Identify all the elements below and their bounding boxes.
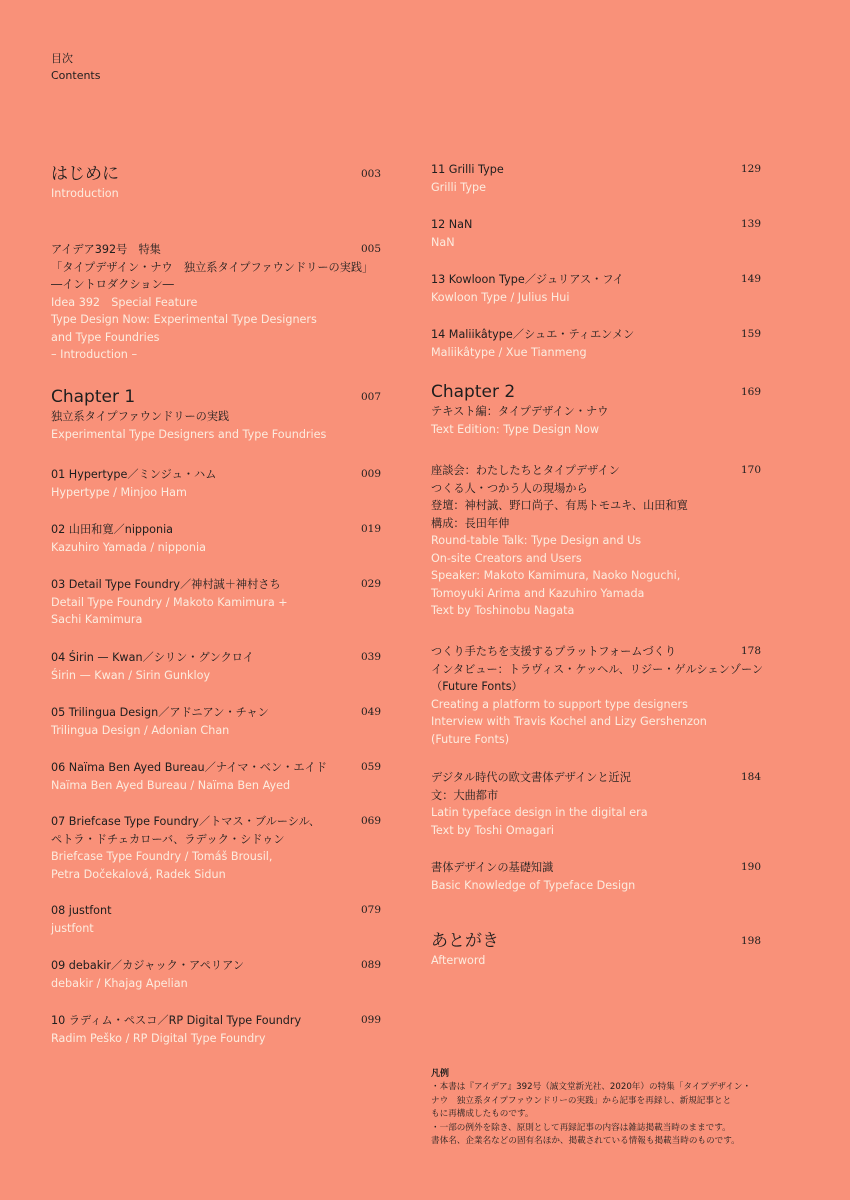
- toc-entry[interactable]: [51, 466, 381, 501]
- toc-title-en: (Future Fonts): [431, 732, 510, 746]
- toc-title-en: Naïma Ben Ayed Bureau / Naïma Ben Ayed: [51, 778, 291, 792]
- toc-entry[interactable]: [431, 930, 761, 970]
- toc-title-jp: 「タイプデザイン・ナウ 独立系タイプファウンドリーの実践」: [51, 260, 374, 274]
- toc-entry[interactable]: [431, 859, 761, 894]
- toc-title-en: Trilingua Design / Adonian Chan: [51, 723, 230, 737]
- toc-title-jp: 01 Hypertype／ミンジュ・ハム: [51, 468, 217, 481]
- header-title-en: Contents: [51, 69, 101, 82]
- toc-entry[interactable]: [51, 704, 381, 739]
- toc-title-jp: 04 Śirin — Kwan／シリン・グンクロイ: [51, 651, 254, 664]
- toc-page-number: 149: [740, 273, 761, 285]
- toc-page-number: 169: [740, 386, 761, 398]
- toc-heading: Chapter 1: [51, 387, 136, 407]
- toc-title-en: Grilli Type: [431, 180, 486, 194]
- toc-entry[interactable]: [431, 216, 761, 251]
- toc-page-number: 129: [740, 163, 761, 175]
- toc-title-en: Radim Peško / RP Digital Type Foundry: [51, 1031, 266, 1045]
- toc-page-number: 159: [740, 328, 761, 340]
- toc-page-number: 184: [740, 771, 761, 783]
- toc-title-jp: 13 Kowloon Type／ジュリアス・フイ: [431, 273, 624, 286]
- toc-title-jp: 構成：長田年伸: [431, 516, 510, 530]
- toc-entry[interactable]: [431, 271, 761, 306]
- toc-title-en: Hypertype / Minjoo Ham: [51, 485, 187, 499]
- toc-entry[interactable]: [431, 161, 761, 196]
- toc-title-jp: つくり手たちを支援するプラットフォームづくり: [431, 645, 677, 658]
- notes-line: ・一部の例外を除き、原則として再録記事の内容は雑誌掲載当時のままです。: [431, 1122, 731, 1133]
- toc-title-en: debakir / Khajag Apelian: [51, 976, 188, 990]
- toc-entry[interactable]: [51, 759, 381, 794]
- header-title-jp: 目次: [51, 52, 73, 65]
- toc-title-en: Idea 392 Special Feature: [51, 295, 198, 309]
- toc-title-jp: つくる人・つかう人の現場から: [431, 481, 588, 495]
- notes-legend: [431, 1068, 771, 1148]
- toc-title-en: Creating a platform to support type designers: [431, 697, 688, 711]
- toc-title-en: Detail Type Foundry / Makoto Kamimura +: [51, 595, 288, 609]
- toc-entry[interactable]: [431, 462, 761, 620]
- toc-page-number: 190: [740, 861, 761, 873]
- toc-title-en: Latin typeface design in the digital era: [431, 806, 648, 819]
- toc-entry[interactable]: [51, 521, 381, 556]
- toc-title-en: Maliikâtype / Xue Tianmeng: [431, 345, 587, 359]
- toc-title-en: Sachi Kamimura: [51, 613, 143, 626]
- toc-title-jp: ―イントロダクション―: [51, 278, 174, 291]
- toc-entry[interactable]: [431, 769, 761, 839]
- toc-title-en: On-site Creators and Users: [431, 551, 582, 565]
- toc-title-en: Afterword: [431, 954, 486, 967]
- notes-body: [431, 1081, 771, 1148]
- toc-title-jp: 独立系タイプファウンドリーの実践: [51, 410, 230, 423]
- toc-entry[interactable]: [51, 813, 381, 883]
- toc-title-en: Text by Toshinobu Nagata: [431, 604, 575, 617]
- toc-heading: はじめに: [51, 164, 119, 184]
- toc-title-en: Tomoyuki Arima and Kazuhiro Yamada: [431, 586, 645, 600]
- toc-entry[interactable]: [51, 241, 381, 364]
- toc-title-en: Śirin — Kwan / Sirin Gunkloy: [51, 668, 211, 682]
- toc-title-jp: ペトラ・ドチェカローバ、ラデック・シドゥン: [51, 832, 285, 846]
- toc-title-en: and Type Foundries: [51, 330, 160, 344]
- toc-title-en: Text by Toshi Omagari: [431, 823, 555, 837]
- toc-title-jp: 06 Naïma Ben Ayed Bureau／ナイマ・ベン・エイド: [51, 761, 327, 774]
- notes-line: もに再構成したものです。: [431, 1109, 534, 1120]
- toc-title-en: justfont: [51, 921, 94, 935]
- toc-page-number: 139: [740, 218, 761, 230]
- toc-title-en: Type Design Now: Experimental Type Designers: [51, 313, 317, 326]
- toc-page-number: 009: [360, 468, 381, 480]
- toc-title-jp: 09 debakir／カジャック・アペリアン: [51, 959, 245, 972]
- toc-page-number: 089: [360, 959, 381, 971]
- toc-entry[interactable]: [51, 1012, 381, 1047]
- toc-entry[interactable]: [431, 326, 761, 361]
- toc-entry[interactable]: [431, 643, 764, 748]
- toc-title-jp: 08 justfont: [51, 904, 112, 917]
- toc-title-jp: 02 山田和寛／nipponia: [51, 523, 174, 536]
- toc-title-en: Experimental Type Designers and Type Foundries: [51, 427, 327, 441]
- toc-page-number: 099: [360, 1014, 381, 1026]
- toc-page-number: 007: [360, 391, 381, 403]
- toc-title-jp: インタビュー：トラヴィス・ケッヘル、リジー・ゲルシェンゾーン: [431, 662, 764, 676]
- toc-title-en: Kazuhiro Yamada / nipponia: [51, 540, 206, 554]
- toc-title-en: Basic Knowledge of Typeface Design: [431, 878, 636, 892]
- toc-page-number: 019: [360, 523, 381, 535]
- toc-title-en: – Introduction –: [51, 348, 138, 361]
- toc-title-jp: テキスト編：タイプデザイン・ナウ: [431, 405, 609, 418]
- toc-page-number: 178: [740, 645, 761, 657]
- toc-title-en: Text Edition: Type Design Now: [431, 422, 600, 436]
- toc-entry[interactable]: [51, 576, 381, 629]
- toc-page-number: 039: [360, 651, 381, 663]
- toc-title-jp: 座談会：わたしたちとタイプデザイン: [431, 464, 620, 477]
- toc-entry[interactable]: [51, 902, 381, 937]
- toc-title-en: Kowloon Type / Julius Hui: [431, 290, 570, 304]
- toc-title-en: Petra Dočekalová, Radek Sidun: [51, 867, 226, 881]
- toc-page-number: 069: [360, 815, 381, 827]
- toc-page-number: 003: [360, 168, 381, 180]
- toc-title-jp: 03 Detail Type Foundry／神村誠＋神村さち: [51, 578, 281, 591]
- notes-line: ・本書は『アイデア』392号（誠文堂新光社、2020年）の特集「タイプデザイン・: [431, 1082, 752, 1093]
- notes-line: ナウ 独立系タイプファウンドリーの実践」から記事を再録し、新規記事とと: [431, 1095, 732, 1106]
- toc-title-jp: 登壇：神村誠、野口尚子、有馬トモユキ、山田和寛: [431, 499, 688, 512]
- toc-title-jp: 12 NaN: [431, 218, 473, 231]
- toc-entry[interactable]: [431, 381, 761, 438]
- toc-title-jp: （Future Fonts）: [431, 680, 523, 693]
- toc-page-number: 029: [360, 578, 381, 590]
- toc-title-en: Introduction: [51, 187, 119, 200]
- toc-title-en: Speaker: Makoto Kamimura, Naoko Noguchi,: [431, 569, 681, 582]
- toc-title-en: Briefcase Type Foundry / Tomáš Brousil,: [51, 850, 273, 863]
- toc-title-en: Round-table Talk: Type Design and Us: [431, 534, 642, 547]
- notes-title: 凡例: [431, 1069, 450, 1079]
- toc-title-jp: アイデア392号 特集: [51, 243, 161, 256]
- notes-line: 書体名、企業名などの固有名ほか、掲載されている情報も掲載当時のものです。: [431, 1136, 740, 1147]
- toc-title-jp: デジタル時代の欧文書体デザインと近況: [431, 771, 631, 784]
- toc-title-jp: 05 Trilingua Design／アドニアン・チャン: [51, 706, 269, 719]
- toc-entry[interactable]: [51, 386, 381, 443]
- toc-entry[interactable]: [51, 957, 381, 992]
- toc-heading: あとがき: [431, 931, 499, 951]
- toc-title-jp: 07 Briefcase Type Foundry／トマス・ブルーシル、: [51, 815, 321, 828]
- toc-title-en: NaN: [431, 235, 455, 249]
- toc-title-jp: 14 Maliikâtype／シュエ・ティエンメン: [431, 328, 635, 341]
- toc-title-en: Interview with Travis Kochel and Lizy Gershenzon: [431, 715, 707, 728]
- toc-page-number: 059: [360, 761, 381, 773]
- toc-title-jp: 書体デザインの基礎知識: [431, 861, 554, 874]
- toc-page-number: 170: [740, 464, 761, 476]
- page-header: [51, 50, 100, 84]
- toc-page-number: 049: [360, 706, 381, 718]
- toc-title-jp: 文：大曲都市: [431, 788, 499, 802]
- toc-entry[interactable]: [51, 649, 381, 684]
- toc-page-number: 198: [740, 935, 761, 947]
- toc-title-jp: 11 Grilli Type: [431, 163, 504, 176]
- toc-page-number: 005: [360, 243, 381, 255]
- toc-heading: Chapter 2: [431, 382, 516, 402]
- toc-title-jp: 10 ラディム・ペスコ／RP Digital Type Foundry: [51, 1014, 302, 1027]
- toc-entry[interactable]: [51, 163, 381, 203]
- toc-page-number: 079: [360, 904, 381, 916]
